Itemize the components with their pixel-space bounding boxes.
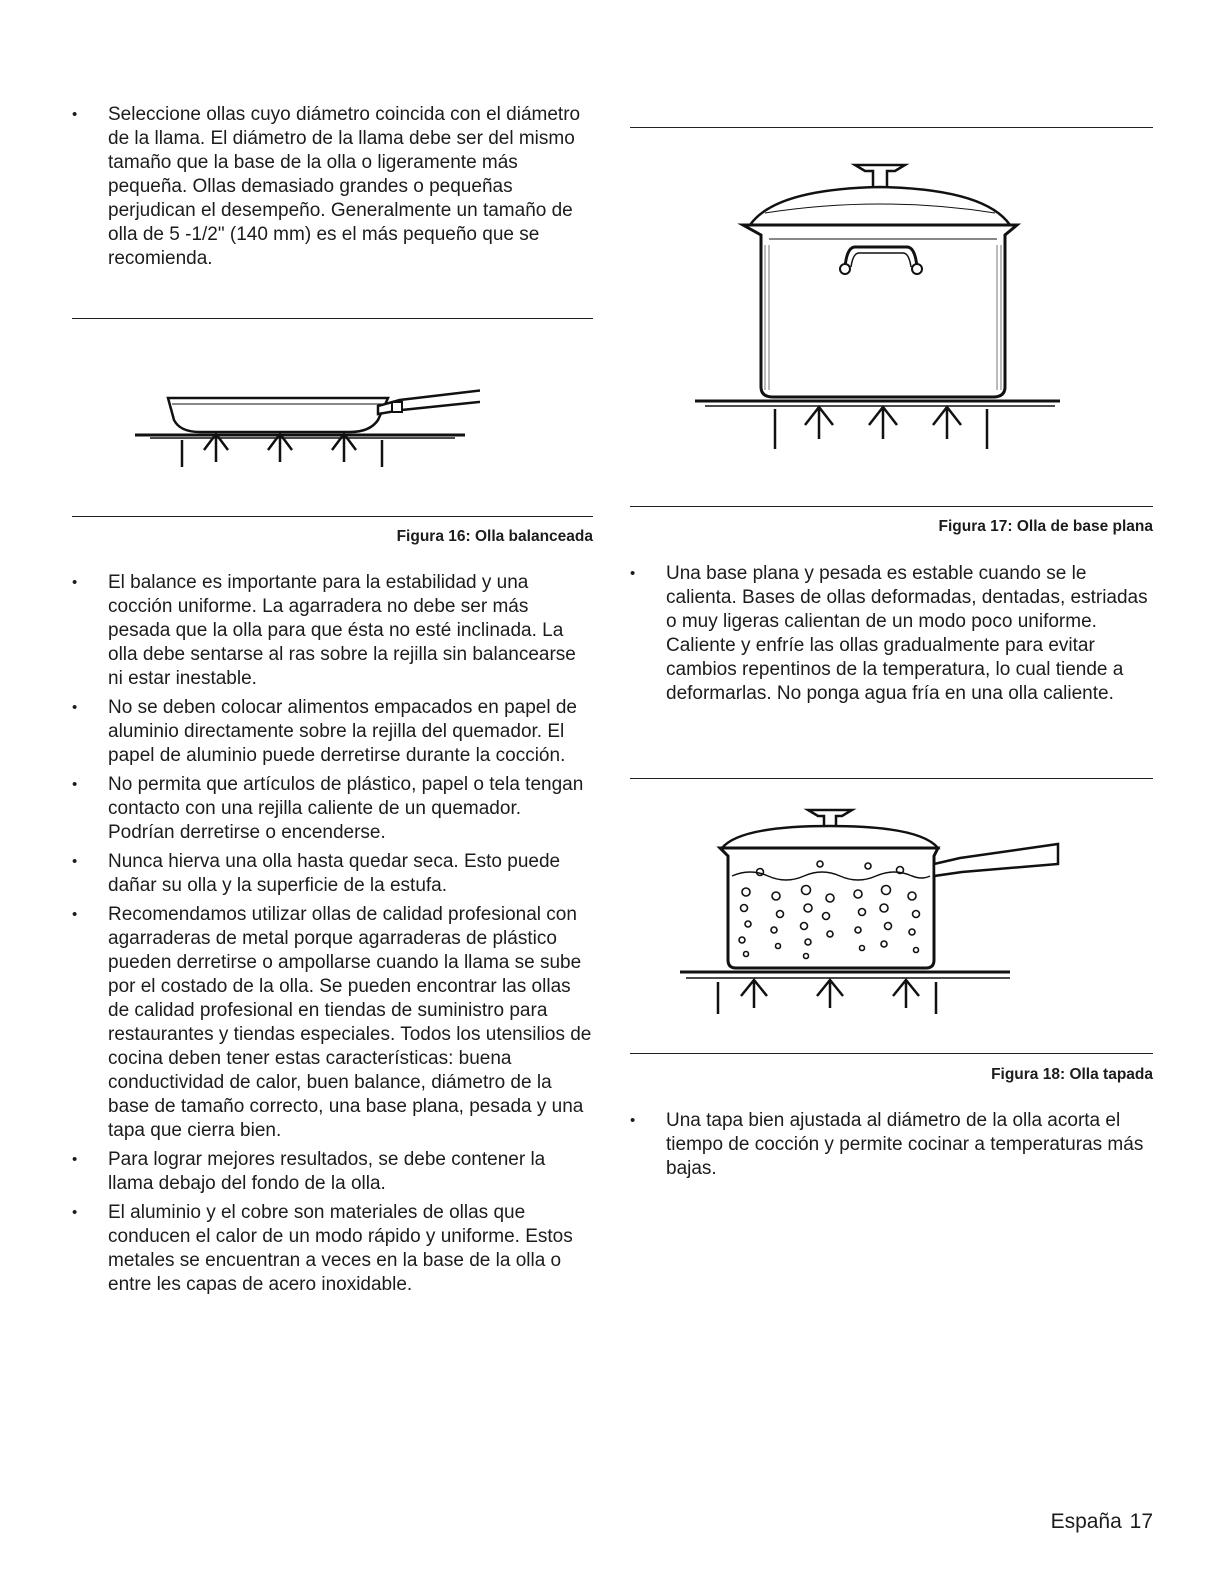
list-item xyxy=(72,696,592,768)
list-item xyxy=(630,1109,1152,1181)
bullet-list-right-2 xyxy=(630,1109,1152,1186)
bullet-list-left xyxy=(72,571,592,1302)
figure-17-top-rule xyxy=(630,127,1153,128)
footer-label: España xyxy=(1050,1510,1122,1533)
list-item xyxy=(72,1201,592,1297)
bullet-text: Seleccione ollas cuyo diámetro coincida con el diámetro de la llama. El diámetro de la llama debe ser del mismo tamaño que la base de la olla o ligeramente más pequeña. Ollas demasiado grandes o pequeñas perjudican el desempeño. Generalmente un tamaño de olla de 5 -1/2" (140 mm) es el más pequeño que se recomienda. xyxy=(108,104,581,269)
bullet-text: Recomendamos utilizar ollas de calidad profesional con agarraderas de metal porque agarraderas de plástico pueden derretirse o ampollarse cuando la llama se sube por el costado de la olla. Se pueden encontrar las ollas de calidad profesional en tiendas de suministro para restaurantes y tiendas especiales. Todos los utensilios de cocina deben tener estas características: buena conductividad de calor, buen balance, diámetro de la base de tamaño correcto, una base plana, pesada y una tapa que cierra bien. xyxy=(108,904,592,1141)
bullet-list-right-1 xyxy=(630,562,1152,711)
figure-16-caption: Figura 16: Olla balanceada xyxy=(396,528,593,545)
list-item xyxy=(72,903,592,1143)
bullet-text: El aluminio y el cobre son materiales de ollas que conducen el calor de un modo rápido y uniforme. Estos metales se encuentran a veces en la base de la olla o entre les capas de acero inoxidable. xyxy=(108,1202,573,1295)
bullet-dot: • xyxy=(630,1112,636,1129)
bullet-dot: • xyxy=(630,565,636,582)
bullet-text: Para lograr mejores resultados, se debe contener la llama debajo del fondo de la olla. xyxy=(108,1149,546,1194)
list-item xyxy=(630,562,1152,706)
figure-16-illustration xyxy=(120,370,480,475)
bullet-text: Una tapa bien ajustada al diámetro de la olla acorta el tiempo de cocción y permite cocinar a temperaturas más bajas. xyxy=(666,1110,1144,1179)
bullet-dot: • xyxy=(72,1151,78,1168)
bullet-dot: • xyxy=(72,699,78,716)
bullet-text: Nunca hierva una olla hasta quedar seca. Esto puede dañar su olla y la superficie de la estufa. xyxy=(108,851,561,896)
bullet-dot: • xyxy=(72,853,78,870)
figure-18-illustration xyxy=(680,800,1080,1030)
bullet-dot: • xyxy=(72,906,78,923)
list-item xyxy=(72,850,592,898)
page-number: 17 xyxy=(1129,1510,1153,1533)
bullet-text: No se deben colocar alimentos empacados en papel de aluminio directamente sobre la rejilla del quemador. El papel de aluminio puede derretirse durante la cocción. xyxy=(108,697,577,766)
list-item xyxy=(72,1148,592,1196)
list-item xyxy=(72,571,592,691)
bullet-dot: • xyxy=(72,776,78,793)
bullet-dot: • xyxy=(72,574,78,591)
bullet-dot: • xyxy=(72,1204,78,1221)
figure-17-caption: Figura 17: Olla de base plana xyxy=(938,518,1153,535)
bullet-text: El balance es importante para la estabilidad y una cocción uniforme. La agarradera no debe ser más pesada que la olla para que ésta no esté inclinada. La olla debe sentarse al ras sobre la rejilla sin balancearse ni estar inestable. xyxy=(108,572,576,689)
figure-17-illustration xyxy=(695,155,1085,460)
list-item xyxy=(72,103,592,271)
page-footer xyxy=(1049,1510,1153,1534)
figure-18-top-rule xyxy=(630,778,1153,779)
bullet-dot: • xyxy=(72,106,78,123)
bullet-text: Una base plana y pesada es estable cuando se le calienta. Bases de ollas deformadas, dentadas, estriadas o muy ligeras calientan de un modo poco uniforme. Caliente y enfríe las ollas gradualmente para evitar cambios repentinos de la temperatura, lo cual tiende a deformarlas. No ponga agua fría en una olla caliente. xyxy=(666,563,1148,704)
bullet-text: No permita que artículos de plástico, papel o tela tengan contacto con una rejilla caliente de un quemador. Podrían derretirse o encenderse. xyxy=(108,774,584,843)
figure-18-caption: Figura 18: Olla tapada xyxy=(991,1066,1153,1083)
figure-18-bottom-rule xyxy=(630,1053,1153,1054)
bullet-list-top-left xyxy=(72,103,592,276)
figure-16-top-rule xyxy=(72,318,593,319)
list-item xyxy=(72,773,592,845)
figure-16-bottom-rule xyxy=(72,516,593,517)
figure-17-bottom-rule xyxy=(630,506,1153,507)
